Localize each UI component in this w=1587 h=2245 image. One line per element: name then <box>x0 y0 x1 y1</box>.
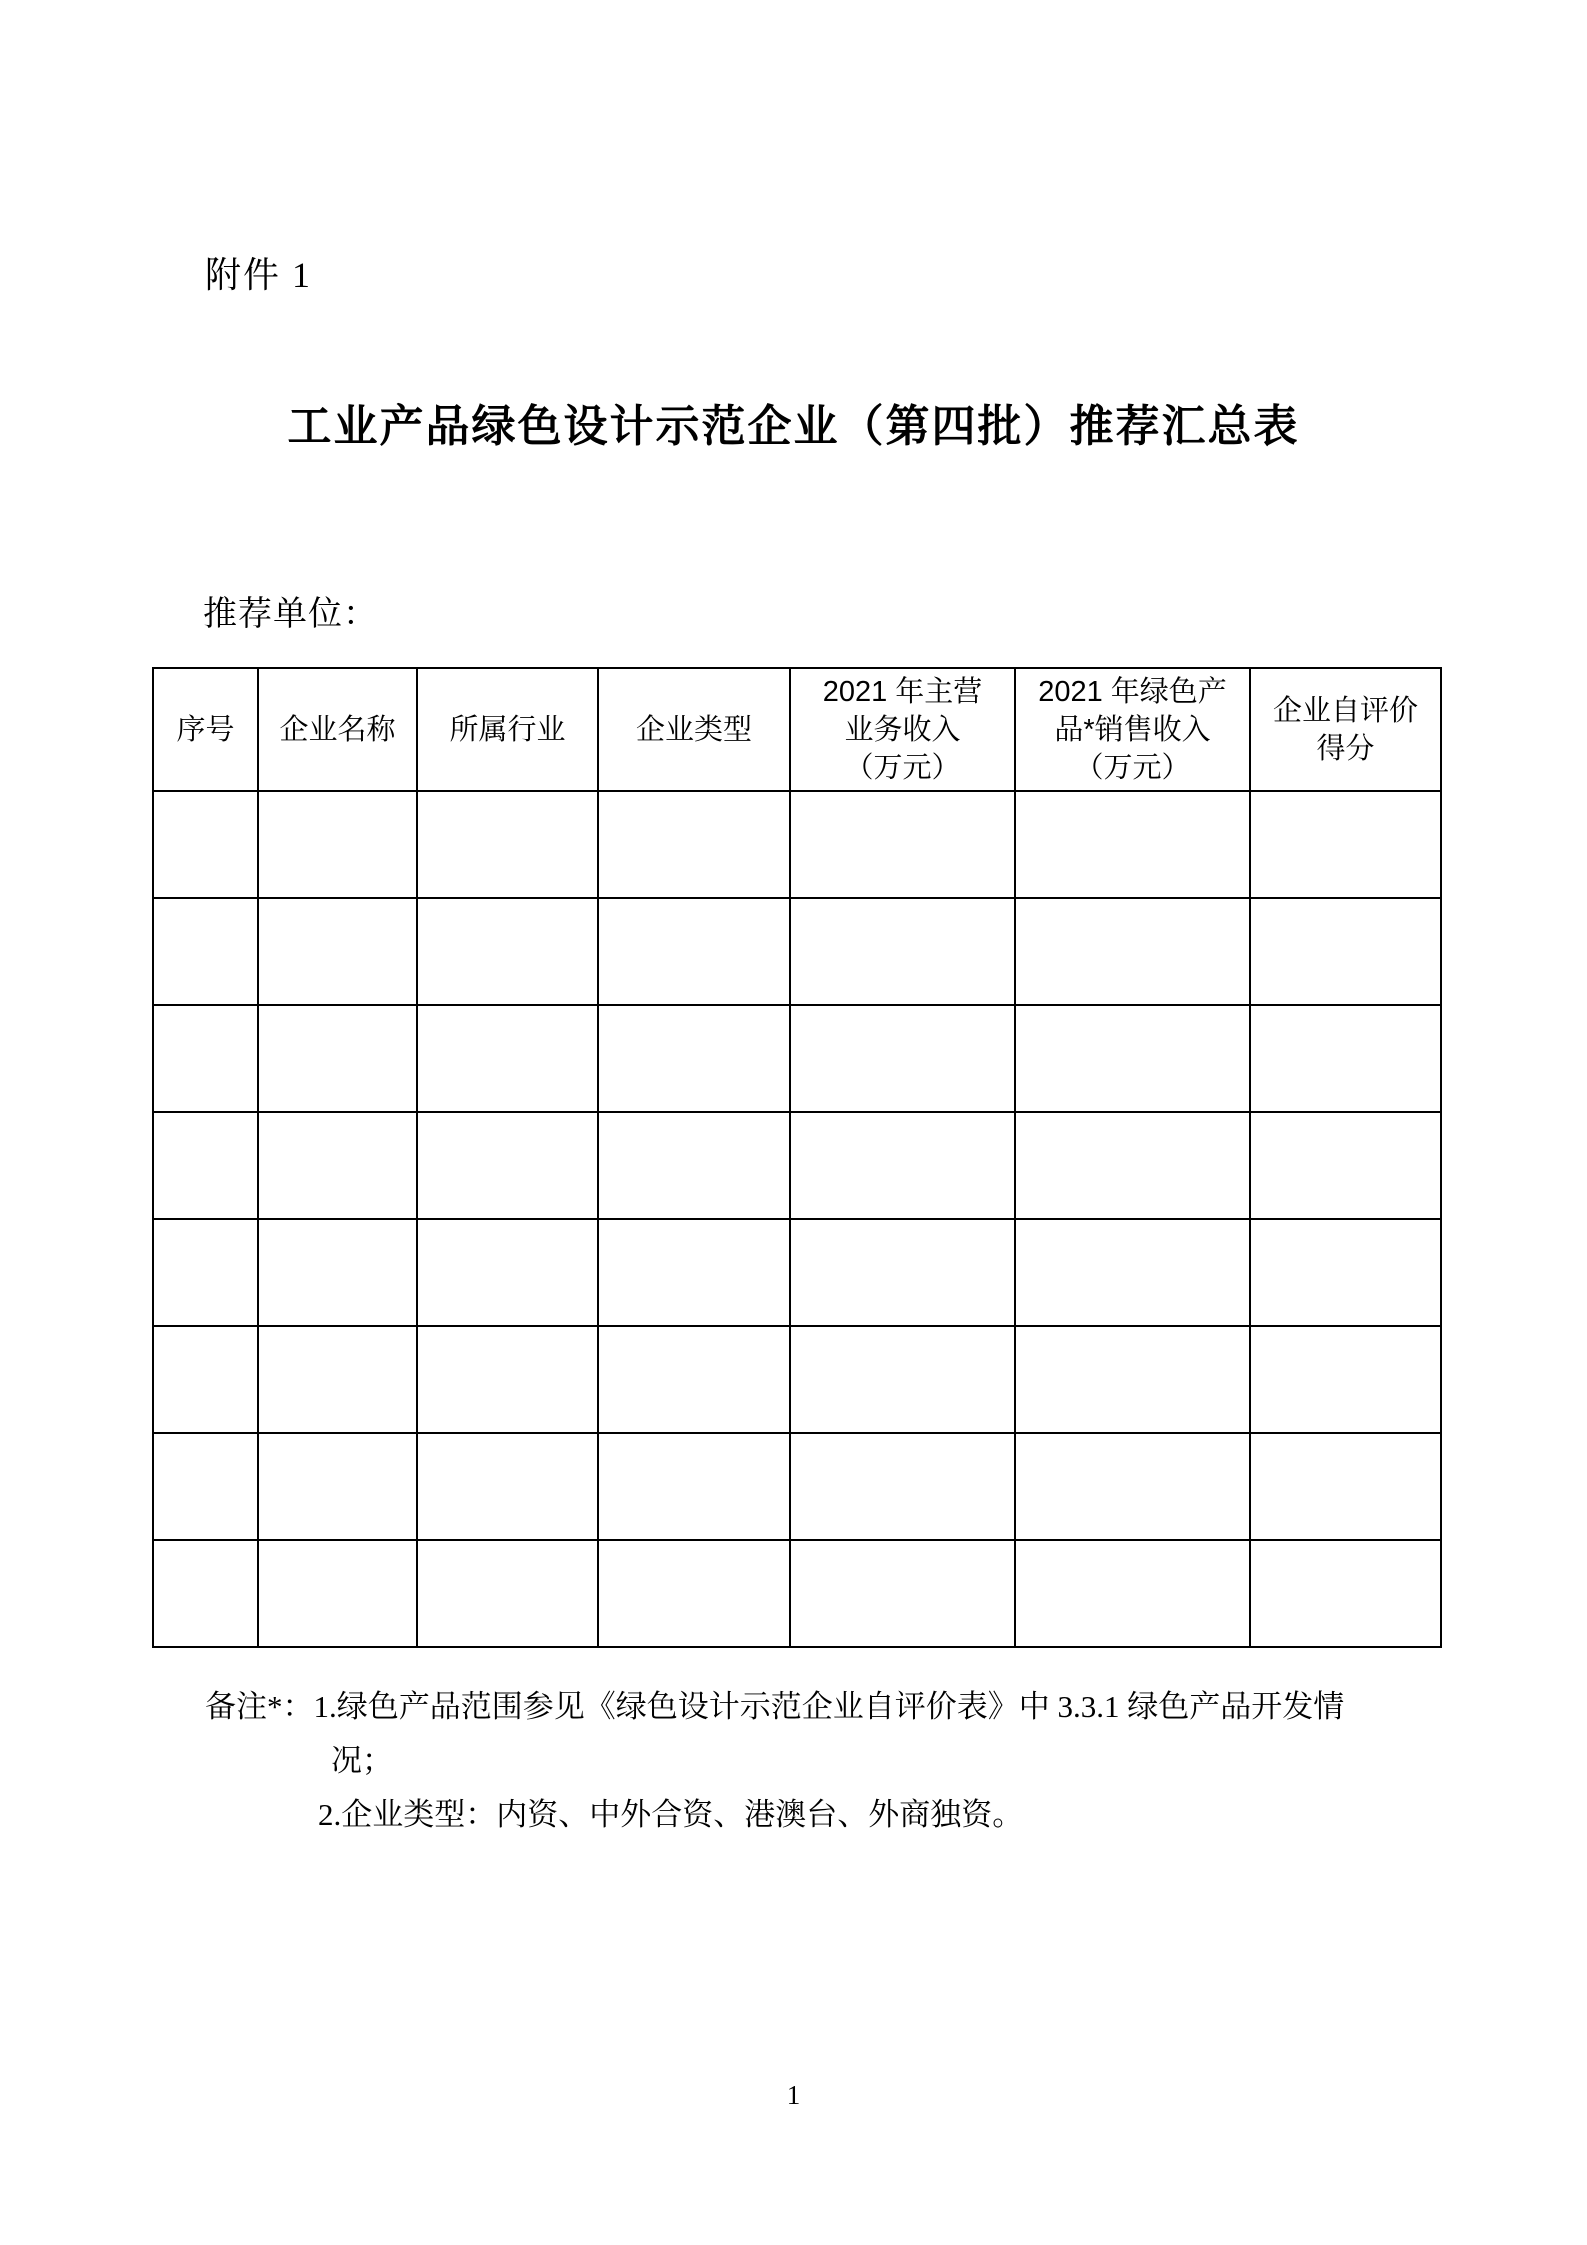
table-cell <box>790 1540 1015 1647</box>
table-cell <box>153 1112 258 1219</box>
table-cell <box>790 1433 1015 1540</box>
table-cell <box>258 1433 417 1540</box>
col-header-industry: 所属行业 <box>417 668 598 791</box>
table-row <box>153 791 1441 898</box>
table-cell <box>153 791 258 898</box>
table-cell <box>1015 898 1250 1005</box>
table-cell <box>1015 1112 1250 1219</box>
table-row <box>153 1540 1441 1647</box>
table-cell <box>258 1219 417 1326</box>
footnotes <box>205 1680 1344 1842</box>
table-cell <box>1015 1326 1250 1433</box>
table-cell <box>417 1540 598 1647</box>
table-cell <box>153 1219 258 1326</box>
table-row <box>153 898 1441 1005</box>
table-cell <box>598 1540 790 1647</box>
table-cell <box>258 898 417 1005</box>
table-cell <box>258 791 417 898</box>
col-header-main-revenue: 2021 年主营 业务收入 （万元） <box>790 668 1015 791</box>
table-cell <box>1250 1005 1441 1112</box>
table-cell <box>1015 791 1250 898</box>
table-cell <box>598 1326 790 1433</box>
table-row <box>153 1112 1441 1219</box>
note-line: 2.企业类型：内资、中外合资、港澳台、外商独资。 <box>318 1797 1024 1832</box>
table-cell <box>153 1433 258 1540</box>
table-cell <box>1015 1005 1250 1112</box>
table-cell <box>598 1005 790 1112</box>
table-cell <box>790 898 1015 1005</box>
table-cell <box>598 1433 790 1540</box>
table-row <box>153 1005 1441 1112</box>
col-header-green-product-revenue: 2021 年绿色产 品*销售收入 （万元） <box>1015 668 1250 791</box>
table-cell <box>417 791 598 898</box>
table-cell <box>1250 791 1441 898</box>
table-cell <box>598 1112 790 1219</box>
summary-table <box>152 667 1442 1648</box>
table-cell <box>1250 1112 1441 1219</box>
table-cell <box>258 1005 417 1112</box>
table-cell <box>153 898 258 1005</box>
col-header-enterprise-name: 企业名称 <box>258 668 417 791</box>
page-title: 工业产品绿色设计示范企业（第四批）推荐汇总表 <box>287 402 1300 451</box>
table-cell <box>1250 898 1441 1005</box>
table-row <box>153 1326 1441 1433</box>
col-header-serial-number: 序号 <box>153 668 258 791</box>
table-cell <box>417 1219 598 1326</box>
table-cell <box>790 791 1015 898</box>
recommender-label: 推荐单位： <box>203 595 378 633</box>
table-cell <box>1250 1433 1441 1540</box>
table-cell <box>790 1112 1015 1219</box>
table-body <box>153 791 1441 1647</box>
page-number: 1 <box>786 2080 801 2110</box>
table-cell <box>417 1005 598 1112</box>
table-cell <box>258 1326 417 1433</box>
table-cell <box>790 1326 1015 1433</box>
table-cell <box>598 791 790 898</box>
attachment-label: 附件 1 <box>205 255 313 295</box>
table-cell <box>598 898 790 1005</box>
table-cell <box>258 1112 417 1219</box>
table-cell <box>1250 1540 1441 1647</box>
table-cell <box>417 1433 598 1540</box>
table-row <box>153 1433 1441 1540</box>
table-cell <box>790 1005 1015 1112</box>
table-row <box>153 1219 1441 1326</box>
table-cell <box>1250 1219 1441 1326</box>
table-cell <box>1015 1219 1250 1326</box>
col-header-enterprise-type: 企业类型 <box>598 668 790 791</box>
table-header-row <box>153 668 1441 791</box>
table-cell <box>417 1112 598 1219</box>
table-cell <box>417 898 598 1005</box>
note-line: 况； <box>331 1743 393 1778</box>
table-cell <box>1015 1433 1250 1540</box>
table-cell <box>258 1540 417 1647</box>
table-cell <box>790 1219 1015 1326</box>
table-cell <box>598 1219 790 1326</box>
table-cell <box>1250 1326 1441 1433</box>
note-line: 备注*：1.绿色产品范围参见《绿色设计示范企业自评价表》中 3.3.1 绿色产品开发情 <box>205 1689 1345 1724</box>
table-cell <box>153 1005 258 1112</box>
col-header-self-evaluation-score: 企业自评价 得分 <box>1250 668 1441 791</box>
table-cell <box>417 1326 598 1433</box>
table-cell <box>1015 1540 1250 1647</box>
table-cell <box>153 1540 258 1647</box>
table-cell <box>153 1326 258 1433</box>
